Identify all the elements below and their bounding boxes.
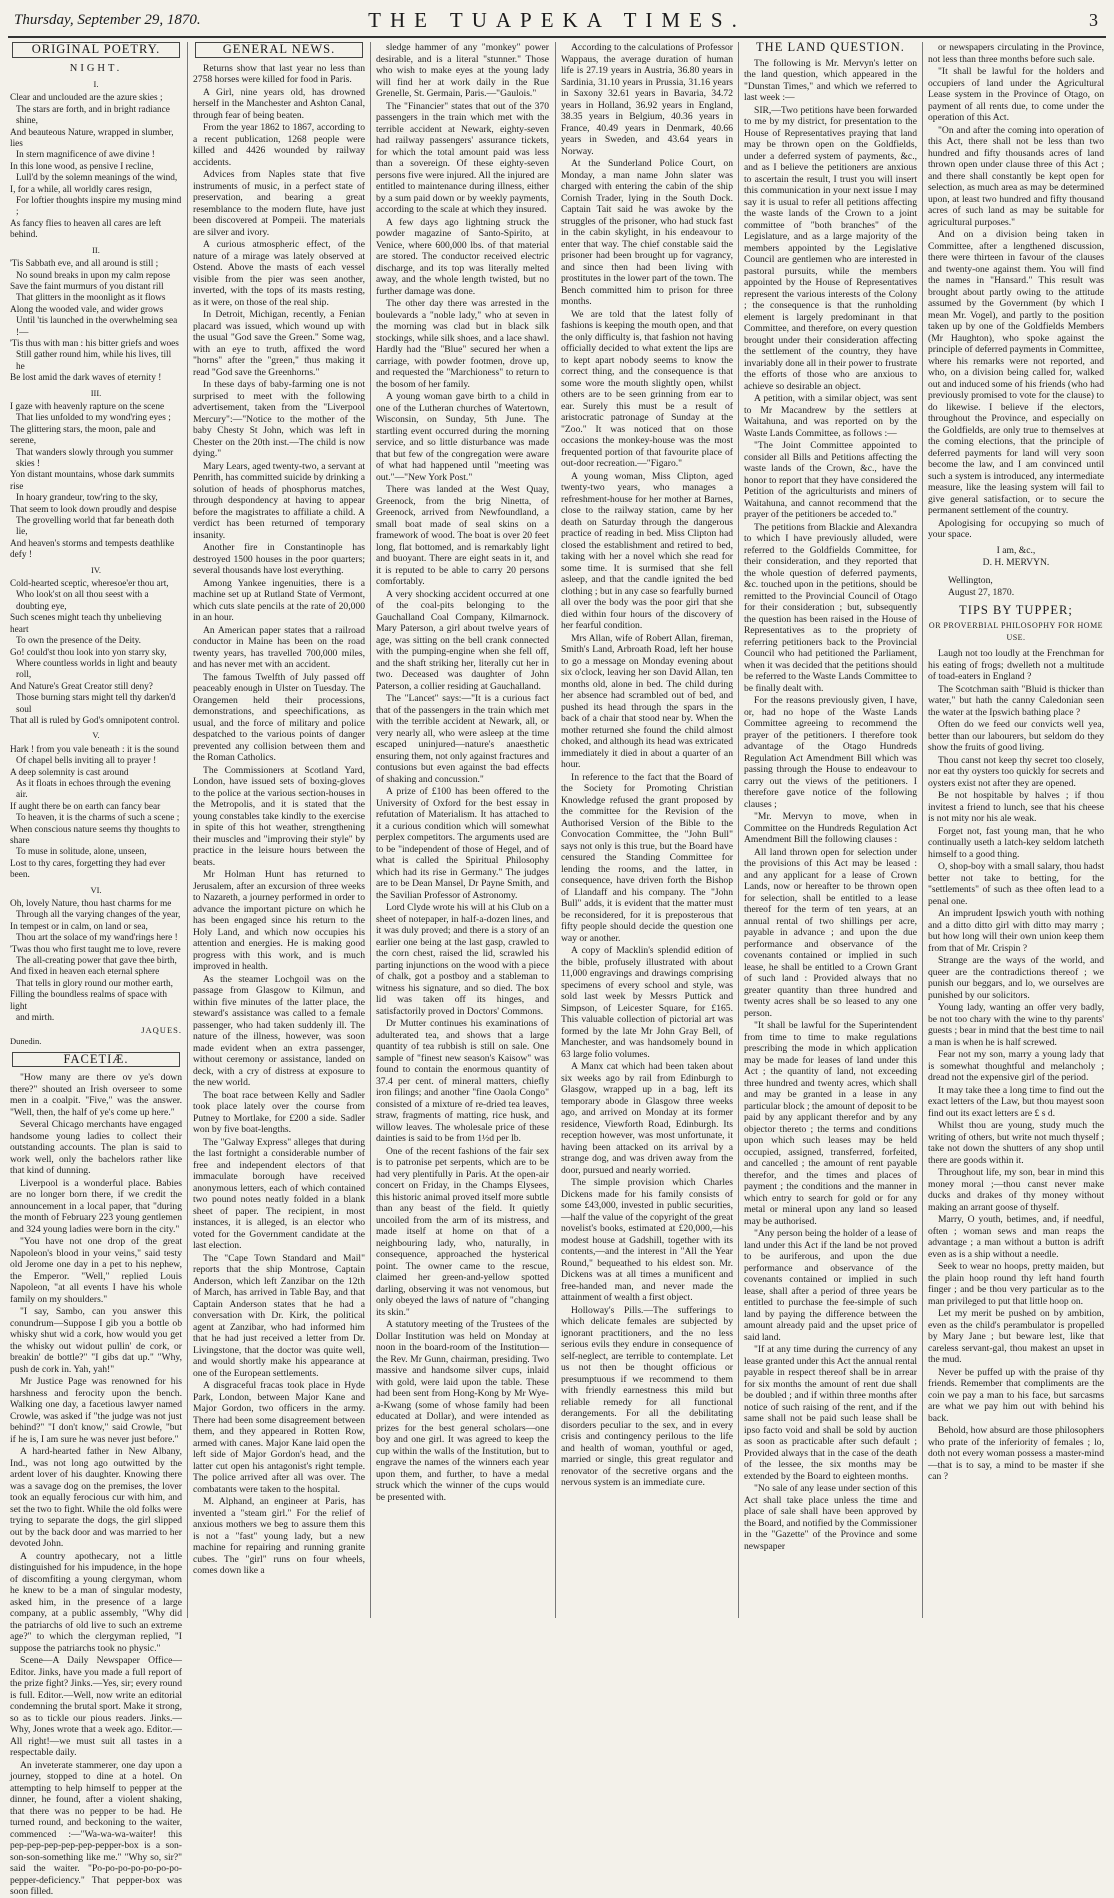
stanza [10,579,182,727]
masthead [8,0,1106,38]
tip-paragraph: Strange are the ways of the world, and queer are the contradictions thereof ; we punish our beggars, and lo, we ourselves are punished by our solicitors. [928,955,1104,1001]
news-paragraph: From the year 1862 to 1867, according to a recent publication, 1268 people were killed and 4426 wounded by railway accidents. [193,122,365,168]
facetiae-paragraph: Several Chicago merchants have engaged handsome young ladies to collect their outstanding accounts. The plan is said to work well, only the bachelors rather like that kind of dunning. [10,1119,182,1176]
verse-line: 'Tis Sabbath eve, and all around is still ; [10,259,159,270]
tip-paragraph: Thou canst not keep thy secret too closely, nor eat thy oysters too quickly for secrets and oysters exist not after they are opened. [928,754,1104,789]
verse-line: That lies unfolded to my wond'ring eyes ; [16,413,171,424]
signoff-name: D. H. MERVYN. [982,556,1050,568]
column-land-question [744,42,917,1620]
news-paragraph: sledge hammer of any "monkey" power desirable, and is a literal "stunner." Those who wish to make eyes at the young lady will find her at work daily in the Rue Grenelle, St. Germain, Paris.—"Gaulois." [376,42,549,99]
news-paragraph: There was landed at the West Quay, Greenock, from the brig Ninetta, of Greenock, arrived from Newfoundland, a small boat made of seal skins on a framework of wood. The boat is over 20 feet long, flat bottomed, and is remarkably light and buoyant. There are eight seats in it, and it is reputed to be able to carry 20 persons comfortably. [376,484,549,587]
news-paragraph: Lord Clyde wrote his will at his Club on a sheet of notepaper, in half-a-dozen lines, and it was duly proved; and there is a story of an earlier one being at the last gasp, crawled to the corn chest, raised the lid, scrawled his parting injunctions on the wood with a piece of chalk, got a postboy and a stableman to witness his signature, and so died. The box lid was taken off its hinges, and satisfactorily proved in Doctors' Commons. [376,902,549,1017]
news-paragraph: Mrs Allan, wife of Robert Allan, fireman, Smith's Land, Arbroath Road, left her house to go a message on Monday evening about six o'clock, leaving her son David Allan, ten months old, alone in bed. The child during her absence had scrambled out of bed, and pushed its head through the spars in the back of a chair that stood near by. When the mother returned she found the child almost choked, and although its head was extricated immediately it died in about a quarter of an hour. [561,632,733,770]
news-paragraph: A Girl, nine years old, has drowned herself in the Manchester and Ashton Canal, through fear of being beaten. [193,86,365,121]
stanza [10,899,182,1024]
verse-line: A deep solemnity is cast around [10,767,129,778]
general-news-heading: GENERAL NEWS. [195,42,363,58]
facetiae-paragraph: An inveterate stammerer, one day upon a journey, stopped to dine at a hotel. On attempting to help himself to pepper at the dinner, he found, after a violent shaking, that there was no pepper to be had. He turned round, and beckoning to the waiter, commenced :—"Wa-wa-wa-waiter! this pep-pep-pep-pep-pep-pepper-box is a son-son-son-something like me." "Why so, sir?" said the waiter. "Po-po-po-po-po-po-po-pepper-deficiency." That pepper-box was soon filled. [10,1759,182,1897]
verse-line: In stern magnificence of awe divine ! [16,150,155,161]
facetiae-paragraph: A hard-hearted father in New Albany, Ind., was not long ago outwitted by the ardent lover of his daughter. Knowing there was a savage dog on the premises, the lover took an equally ferocious cur with him, and set the two to fight. While the old folks were trying to separate the dogs, the girl slipped out by the back door and was married to her devoted John. [10,1446,182,1549]
tip-paragraph: Throughout life, my son, bear in mind this money moral ;—thou canst never make ducks and drakes of thy money without making an arrant goose of thyself. [928,1167,1104,1213]
tip-paragraph: Never be puffed up with the praise of thy friends. Remember that compliments are the coin we pay a man to his face, but sarcasms are what we pay him out with behind his back. [928,1366,1104,1424]
poem-place: Dunedin. [10,1036,42,1046]
news-paragraph: A young woman, Miss Clipton, aged twenty-two years, who manages a refreshment-house for her mother at Barnes, close to the railway station, came by her death on Saturday through the dangerous practice of reading in bed. Miss Clipton had closed the establishment and retired to bed, taking with her a novel which she read for some time. It is surmised that she fell asleep, and that the candle ignited the bed clothing ; but in any case so fearfully burned all over the body was the poor girl that she died within four hours of the discovery of her fearful condition. [561,470,733,631]
verse-line: Hark ! from you vale beneath : it is the sound [10,744,179,755]
facetiae-paragraph: "You have not one drop of the great Napoleon's blood in your veins," said testy old Jerome one day in a pet to his nephew, the Emperor. "Well," replied Louis Napoleon, "at all events I have his whole family on my shoulders." [10,1236,182,1305]
verse-line: For loftier thoughts inspire my musing mind ; [16,196,182,218]
stanza-numeral: II. [92,244,100,255]
tip-paragraph: Seek to wear no hoops, pretty maiden, but the plain hoop round thy left hand fourth finger ; and be thou very particular as to the man privileged to put that little hoop on. [928,1261,1104,1307]
news-paragraph: A disgraceful fracas took place in Hyde Park, London, between Major Kane and Major Gordon, two officers in the army. There had been some disagreement between them, and they appeared in Rotten Row, armed with canes. Major Kane laid open the left side of Major Gordon's head, and the latter cut open his antagonist's right temple. The police arrived after all was over. The combatants were taken to the hospital. [193,1380,365,1495]
news-paragraph: As the steamer Lochgoil was on the passage from Glasgow to Kilmun, and within five minutes of the latter place, the steward's assistance was called to a female passenger, who had taken suddenly ill. The nature of the illness, however, was soon made evident when an extra passenger, without ceremony or assistance, landed on deck, with a cry of distress at exposure to the new world. [193,973,365,1088]
verse-line: The stars are forth, and in bright radiance shine, [16,104,170,127]
news-paragraph: A young woman gave birth to a child in one of the Lutheran churches of Watertown, Wisconsin, on Sunday, 5th June. The startling event occurred during the morning service, and so little disturbance was made that but few of the congregation were aware of what had happened until "meeting was out."—"New York Post." [376,391,549,483]
letter-paragraph: SIR,—Two petitions have been forwarded to me by my district, for presentation to the House of Representatives praying that land may be thrown open on the Goldfields, under a deferred system of payments, &c., and as I believe the petitioners are anxious to ascertain the result, I trust you will insert this communication in your next issue I may say it is usual to refer all petitions affecting the waste lands of the Crown to a joint committee of "both branches" of the Legislature, and as a large majority of the members appointed by the Legislative Council are gentlemen who are interested in pastoral pursuits, while the members appointed by the House of Representatives represent the various interests of the Colony ; the consequence is that the runholding element is largely predominant in that Committee, and therefore, on every question brought under their consideration affecting the settlement of the country, they have invariably done all in their power to frustrate the efforts of those who are anxious to achieve so desirable an object. [744,104,917,392]
column-divider [370,42,371,1618]
letter-paragraph: Apologising for occupying so much of your space. [928,517,1104,540]
news-paragraph: Holloway's Pills.—The sufferings to which delicate females are subjected by ignorant practitioners, and the no less serious evils they endure in consequence of self-neglect, are terrible to contemplate. Let us not then be thought officious or presumptuous if we recommend to them with friendly earnestness this mild but reliable remedy for all functional derangements. For all the debilitating disorders peculiar to the sex, and in every crisis and contingency perilous to the life and health of woman, youthful or aged, married or single, this great regulator and renovator of the secretive organs and the nervous system is an immediate cure. [561,1304,733,1488]
poem-title: NIGHT. [69,62,123,74]
facetiae-paragraph: Liverpool is a wonderful place. Babies are no longer born there, if we credit the announcement in a local paper, that "during the month of February 223 young gentlemen and 324 young ladies were born in the city." [10,1177,182,1235]
news-paragraph: The "Galway Express" alleges that during the last fortnight a considerable number of free and independent electors of that immaculate borough have received anonymous letters, each of which contained two pound notes neatly folded in a blank sheet of paper. The recipient, in most instances, it is alleged, is an elector who voted for the Government candidate at the last election. [193,1136,365,1251]
verse-line: Filling the boundless realms of space with light [10,990,167,1012]
column-poetry-facetiae [10,42,182,1897]
tip-paragraph: Forget not, fast young man, that he who continually useth a latch-key seldom latcheth himself to a good thing. [928,825,1104,860]
verse-line: No sound breaks in upon my calm repose [16,270,171,281]
news-paragraph: The simple provision which Charles Dickens made for his family consists of some £43,000, invested in public securities,—half the value of the copyright of the great novelist's books, estimated at £20,000,—his modest house at Gadshill, together with its contents,—and the interest in "All the Year Round," bequeathed to his eldest son. Mr. Dickens was at all times a munificent and free-handed man, and never made the attainment of wealth a first object. [561,1177,733,1303]
stanza [10,259,182,384]
column-divider [555,42,556,1618]
verse-line: Where countless worlds in light and beauty roll, [16,658,178,681]
poetry-heading: ORIGINAL POETRY. [12,42,180,58]
facetiae-paragraph: A country apothecary, not a little distinguished for his impudence, in the hope of discomfiting a young clergyman, whom he knew to be a man of singular modesty, asked him, in the presence of a large company, at a public assembly, "Why did the patriarchs of old live to such an extreme age?" to which the clergyman replied, "I suppose the patriarchs took no physic." [10,1550,182,1654]
news-paragraph: One of the recent fashions of the fair sex is to patronise pet serpents, which are to be had very plentifully in Paris. At the open-air concert on Friday, in the Champs Elysees, this historic animal proved itself more subtle than any beast of the field. It quietly uncoiled from the arm of its mistress, and made itself at home on that of a neighbouring lady, who, naturally, in consequence, approached the hysterical point. The owner came to the rescue, claimed her green-and-yellow spotted darling, observing it was not venomous, but only obeyed the laws of nature of "changing its skin." [376,1145,549,1318]
news-paragraph: The famous Twelfth of July passed off peaceably enough in Ulster on Tuesday. The Orangemen held their processions, demonstrations, and speechifications, as usual, and the force of military and police despatched to the various points of danger prevented any collision between them and the Roman Catholics. [193,671,365,763]
page-number: 3 [1089,10,1098,30]
tips-items [928,648,1104,1483]
letter-date: August 27, 1870. [948,586,1015,598]
verse-line: Through all the varying changes of the year, [16,910,181,921]
verse-line: Of chapel bells inviting all to prayer ! [16,756,157,767]
news-paragraph: In Detroit, Michigan, recently, a Fenian placard was issued, which wound up with the usual "God save the Green." Some wag, with an eye to truth, affixed the word "horns" after the "green," thus making it read "God save the Greenhorns." [193,309,365,378]
facetiae-paragraph: Scene—A Daily Newspaper Office—Editor. Jinks, have you made a full report of the prize fight? Jinks.—Yes, sir; every round is full. Editor.—Well, now write an editorial condemning the brutal sport. Make it strong, so as to tickle our pious readers. Jinks.—Why, Jones wrote that a week ago. Editor.—All right!—we must suit all tastes in a respectable daily. [10,1655,182,1758]
news-paragraph: A copy of Macklin's splendid edition of the bible, profusely illustrated with about 11,000 engravings and drawings comprising specimens of every school and style, was sold last week by Messrs Puttick and Simpson, of Leicester Square, for £165. This valuable collection of pictorial art was formed by the late Mr John Gray Bell, of Manchester, and was handsomely bound in 63 large folio volumes. [561,945,733,1060]
verse-line: Along the wooded vale, and wider grows [10,304,164,315]
letter-place-date [928,575,1104,599]
verse-line: To muse in solitude, alone, unseen, [16,847,147,858]
verse-line: The all-creating power that gave thee birth, [16,956,177,967]
letter-paragraph: The following is Mr. Mervyn's letter on the land question, which appeared in the "Dunstan Times," and which we referred to last week :— [744,57,917,103]
verse-line: 'Twas thou who first taught me to love, revere [10,944,181,955]
verse-line: Be lost amid the dark waves of eternity ! [10,373,162,384]
news-paragraph: The "Lancet" says:—"It is a curious fact that of the passengers in the train which met with the terrible accident at Newark, all, or very nearly all, who were asleep at the time escaped uninjured—nature's anaesthetic ensuring them, not only against fractures and contusions but even against the bad effects of shaking and concussion." [376,693,549,785]
tip-paragraph: Be not hospitable by halves ; if thou invitest a friend to lunch, see that his cheese is not mity nor his ale weak. [928,790,1104,824]
news-paragraph: Returns show that last year no less than 2758 horses were killed for food in Paris. [193,62,365,85]
verse-line: That seem to look down proudly and despise [10,504,177,515]
verse-line: To heaven, it is the charms of such a scene ; [16,813,180,824]
column-divider [922,42,923,1618]
verse-line: When conscious nature seems thy thoughts to share [10,824,180,846]
tip-paragraph: The Scotchman saith "Bluid is thicker than water," but hath the canny Caledonian seen the water at the Ipswich bathing place ? [928,683,1104,718]
verse-line: That all is ruled by God's omnipotent control. [10,715,180,726]
news-paragraph: A statutory meeting of the Trustees of the Dollar Institution was held on Monday at noon in the board-room of the Institution—the Rev. Mr Gunn, chairman, presiding. Two massive and handsome silver cups, inlaid with gold, were laid upon the table. These had been sent from Hong-Kong by Mr Wye-a-Kwang (some of whose family had been educated at Dollar), and were intended as prizes for the best general scholars—one boy and one girl. It was agreed to keep the cup within the walls of the Institution, but to engrave the names of the winners each year upon them, and further, to have a medal struck which the winner of the cups would be presented with. [376,1319,549,1503]
stanza-numeral: III. [90,387,102,398]
verse-line: 'Tis thus with man : his bitter griefs and woes [10,338,179,349]
letter-paragraph: or newspapers circulating in the Province, not less than three months before such sale. [928,42,1104,65]
news-paragraph: According to the calculations of Professor Wappaus, the average duration of human life is 27.19 years in Austria, 36.80 years in Sardinia, 31.10 years in Prussia, 31.16 years in Saxony 32.61 years in Bavaria, 34.72 years in Holland, 36.92 years in England, 38.35 years in Belgium, 40.36 years in France, 40.49 years in Denmark, 40.66 years in Sweden, and 43.64 years in Norway. [561,42,733,157]
news-paragraph: In reference to the fact that the Board of the Society for Promoting Christian Knowledge refused the grant proposed by the committee for the Revision of the Authorised Version of the Bible to the Convocation Committee, the "John Bull" says not only is this true, but the Board have censured the Standing Committee for lending the rooms, and the latter, in consequence, have driven forth the Bishop of Llandaff and his company. The "John Bull" adds, it is evident that the matter must be reconsidered, for it is preposterous that fifty people should decide the question one way or another. [561,771,733,944]
verse-line: Save the faint murmurs of you distant rill [10,281,164,292]
letter-paragraph: "The Joint Committee appointed to consider all Bills and Petitions affecting the waste lands of the Crown, &c., have the honor to report that they have considered the Petition of the agriculturists and miners of Waitahuna, and cannot recommend that the prayer of the petitioners be acceded to." [744,440,917,520]
news-paragraph: Another fire in Constantinople has destroyed 1500 houses in the poor quarters; several thousands have lost everything. [193,542,365,576]
verse-line: Lost to thy cares, forgetting they had ever been. [10,858,166,881]
facetiae-paragraph: "How many are there ov ye's down there?" shouted an Irish overseer to some men in a coalpit. "Five," was the answer. "Well, then, the half of ye's come up here." [10,1072,182,1118]
letter-paragraph: "It shall be lawful for the holders and occupiers of land under the Agricultural Lease system in the Province of Otago, on payment of all rents due, to come under the operation of this Act. [928,66,1104,123]
tip-paragraph: Let my merit be pushed on by ambition, even as the child's perambulator is propelled by Mary Jane ; but beware lest, like that careless servant-gal, thou makest an upset in the mud. [928,1308,1104,1365]
letter-signoff [928,545,1104,569]
letter-paragraph: A petition, with a similar object, was sent to Mr Macandrew by the settlers at Waitahuna, and was reported on by the Waste Lands Committee, as follows :— [744,393,917,439]
stanza-numeral: VI. [90,884,102,895]
verse-line: And beauteous Nature, wrapped in slumber, lies [10,127,174,150]
tips-subheading: OR PROVERBIAL PHILOSOPHY FOR HOME USE. [928,621,1104,642]
poem-signature: JAQUES. [141,1024,182,1035]
verse-line: In hoary grandeur, tow'ring to the sky, [16,493,158,504]
news-paragraph: We are told that the latest folly of fashions is keeping the mouth open, and that the only difficulty is, that fashion not having officially decided to what extent the lips are to kept apart nobody seems to know the correct thing, and the consequence is that some wore the mouth slightly open, whilst others are to be seen grinning from ear to ear. Surely this must be a result of aristocratic patronage of Sunday at the "Zoo." It was noticed that on those occasions the monkey-house was the most frequented portion of that favourite place of out-door recreation.—"Figaro." [561,308,733,469]
stanza [10,745,182,882]
tip-paragraph: An imprudent Ipswich youth with nothing and a ditto ditto girl with ditto may marry ; but how long will their own union keep them from that of Mr. Crispin ? [928,908,1104,954]
news-paragraph: Advices from Naples state that five instruments of music, in a perfect state of preservation, and bearing a great resemblance to the modern flute, have just been discovered at Pompeii. The materials are silver and ivory. [193,169,365,238]
verse-line: And Nature's Great Creator still deny? [10,681,153,692]
land-question-heading: THE LAND QUESTION. [756,40,905,54]
news-paragraph: The Commissioners at Scotland Yard, London, have issued sets of boxing-gloves to the police at the various section-houses in the Metropolis, and it is stated that the young constables take kindly to the exercise in spite of this hot weather, strengthening their muscles and "improving their style" by practice in the leisure hours between the beats. [193,764,365,868]
news-paragraph: A curious atmospheric effect, of the nature of a mirage was lately observed at Ostend. Above the masts of each vessel visible from the pier was seen another, inverted, with the tops of its masts resting, as it were, on those of the real ship. [193,239,365,308]
news-paragraph: At the Sunderland Police Court, on Monday, a man name John slater was charged with entering the cabin of the ship Cornish Trader, lying in the South Dock. Captain Tait said he was awoke by the struggles of the prisoner, who had stuck fast in the cabin skylight, in his endeavour to enter that way. The chief constable said the prisoner had been brought up for vagrancy, and since then had been living with prostitutes in the lower part of the town. The Bench committed him to prison for three months. [561,158,733,307]
verse-line: Go! could'st thou look into yon starry sky, [10,647,167,658]
land-question-letter [744,58,917,1553]
verse-line: I, for a while, all worldly cares resign, [10,184,152,195]
news-paragraph: Among Yankee ingenuities, there is a machine set up at Rutland State of Vermont, which cuts slate pencils at the rate of 20,000 in an hour. [193,577,365,623]
verse-line: Still gather round him, while his lives, till he [16,350,172,372]
news-paragraph: A very shocking accident occurred at one of the coal-pits belonging to the Gauchalland Coal Company, Kilmarnock. Mary Paterson, a girl about twelve years of age, was sitting on the bell crank connected with the pumping-engine when she fell off, and the shaft striking her, literally cut her in two. Deceased was daughter of John Paterson, a collier residing at Gauchalland. [376,588,549,692]
tip-paragraph: O, shop-boy with a small salary, thou hadst better not take to betting, for the "settlements" of such as thee often lead to a penal one. [928,861,1104,907]
news-paragraph: Mary Lears, aged twenty-two, a servant at Penrith, has committed suicide by drinking a solution of heads of phosphorus matches, through despondency at having to appear before the magistrates to affiliate a child. A verdict has been returned of temporary insanity. [193,460,365,541]
letter-paragraph: "If at any time during the currency of any lease granted under this Act the annual rental payable in respect thereof shall be in arrear for six months the amount of rent due shall be doubled ; and if within three months after notice of such raising of the rent, and if the same shall not be paid such lease shall be ipso facto void and shall be sold by auction as soon as practicable after such default ; Provided always that in the case of the death of the lessee, the six months may be extended by the Board to eighteen months. [744,1344,917,1482]
letter-paragraph: "It shall be lawful for the Superintendent from time to time to make regulations prescribing the mode in which application may be made for leases of land under this Act ; the quantity of land, not exceeding three hundred and twenty acres, which shall and may be granted in a lease in any particular block ; the amount of deposit to be paid by any applicant therefor and by any objector thereto ; the terms and conditions upon which such leases may be held occupied, assigned, transferred, forfeited, and cancelled ; the amount of rent payable therefor, and the times and places of payment ; the conditions and the manner in which entry to search for gold or for any metal or mineral upon any land so leased may be authorised. [744,1020,917,1227]
verse-line: I gaze with heavenly rapture on the scene [10,401,165,412]
facetiae-items [10,1072,182,1898]
tip-paragraph: Behold, how absurd are those philosophers who prate of the inferiority of females ; lo, doth not every woman possess a master-mind—that is to say, a mind to be master if she can ? [928,1425,1104,1482]
letter-paragraph: The petitions from Blackie and Alexandra to which I have previously alluded, were referred to the Goldfields Committee, for their consideration, and they reported that the whole question of deferred payments, &c. touched upon in the petitions, should be remitted to the Provincial Council of Otago for their consideration ; but, subsequently the question has been raised in the House of Representatives as to the propriety of referring petitioners back to the Provincial Council who had petitioned the Parliament, when it was decided that the petitions should be referred to the Waste Lands Committee to be finally dealt with. [744,521,917,694]
tip-paragraph: It may take thee a long time to find out the exact letters of the Law, but thou mayest soon find out its exact letters are £ s d. [928,1084,1105,1119]
news-paragraph: An American paper states that a railroad conductor in Maine has been on the road twenty years, has travelled 700,000 miles, and has never met with an accident. [193,624,365,670]
column-general-news [193,42,365,1620]
news-paragraph: Mr Holman Hunt has returned to Jerusalem, after an excursion of three weeks to Nazareth, a journey performed in order to advance the important picture on which he has been engaged since his return to the Holy Land, and which now occupies his attention and energies. He is making good progress with this work, and is much improved in health. [193,869,365,972]
verse-line: Cold-hearted sceptic, wheresoe'er thou art, [10,579,169,590]
letter-paragraph: "On and after the coming into operation of this Act, there shall not be less than two hundred and fifty thousands acres of land thrown open under clause three of this Act ; and there shall constantly be kept open for selection, as much area as may be determined upon, at least two hundred and fifty thousand acres of such land as may be suitable for agricultural purposes." [928,124,1104,228]
verse-line: That tells in glory round our mother earth, [16,978,173,989]
stanza [10,93,182,241]
verse-line: As it floats in echoes through the evening air. [16,778,171,801]
news-paragraph: A prize of £100 has been offered to the University of Oxford for the best essay in refutation of Materialism. It has attached to it a curious condition which will somewhat perplex competitors. The arguments used are to be "independent of those of Hegel, and of what is called the Spiritual Philosophy which had its rise in Germany." The judges are to be Dean Mansel, Dr Payne Smith, and the Savilian Professor of Astronomy. [376,786,549,901]
stanza-numeral: V. [92,730,100,741]
news-paragraph: Dr Mutter continues his examinations of adulterated tea, and shows that a large quantity of tea rubbish is still on sale. One sample of "finest new season's Kaisow" was found to contain the enormous quantity of 37.4 per cent. of mineral matters, chiefly iron filings; and another "fine Oaola Congo" consisted of a mixture of re-dried tea leaves, straw, fragments of matting, rice husk, and willow leaves. The wholesale price of these dainties is said to be from 1½d per lb. [376,1018,549,1144]
verse-line: Lull'd by the solemn meanings of the wind, [16,173,178,184]
news-paragraph: The "Financier" states that out of the 370 passengers in the train which met with the terrible accident at Newark, eighty-seven had railway passengers' assurance tickets, for which the total amount paid was less than a sovereign. Of these eighty-seven persons five were injured. All the injured are entitled to maintenance during illness, either by a sum paid down or by weekly payments, according to the scale at which they insured. [376,100,549,215]
verse-line: In this lone wood, as pensive I recline, [10,161,154,172]
letter-place: Wellington, [948,574,993,586]
verse-line: And heaven's storms and tempests deathlike defy ! [10,538,175,561]
tip-paragraph: Whilst thou are young, study much the writing of others, but write not much thyself ; take not down the shutters of any shop until there are goods within it. [928,1120,1104,1166]
general-news-items [193,63,365,1577]
verse-line: To own the presence of the Deity. [16,636,141,647]
verse-line: and mirth. [16,1013,55,1024]
news-items [376,42,549,1503]
verse-line: Until 'tis launched in the overwhelming sea !— [16,316,178,338]
verse-line: As fancy flies to heaven all cares are left behind. [10,218,162,241]
verse-line: Oh, lovely Nature, thou hast charms for me [10,899,172,910]
tips-heading: TIPS BY TUPPER; [959,602,1073,617]
land-question-letter-end [928,42,1104,541]
verse-line: The glittering stars, the moon, pale and serene, [10,424,156,447]
facetiae-paragraph: "I say, Sambo, can you answer this conundrum—Suppose I gib you a bottle ob whisky shut wid a cork, how would you get the whisky out widout pullin' de cork, or breakin' de bottle?" "I gibs dat up." "Why, push de cork in. Yah, yah!" [10,1306,182,1375]
verse-line: Who look'st on all thou seest with a doubting eye, [16,590,149,612]
verse-line: That glitters in the moonlight as it flows [16,293,166,304]
stanza-numeral: I. [93,79,99,89]
tip-paragraph: Laugh not too loudly at the Frenchman for his eating of frogs; dwelleth not a multitude of toad-eaters in England ? [928,648,1104,682]
tip-paragraph: Often do we feed our convicts well yea, better than our labourers, but seldom do they show the fruits of good living. [928,719,1104,753]
tip-paragraph: Fear not my son, marry a young lady that is somewhat thoughtful and melancholy ; dread not the expensive girl of the period. [928,1049,1104,1083]
news-paragraph: A Manx cat which had been taken about six weeks ago by rail from Edinburgh to Glasgow, wrapped up in a bag, left its temporary abode in Glasgow three weeks ago, and arrived on Monday at its former residence, Viewforth Road, Edinburgh. Its reception however, was most unfortunate, it having been attacked on its arrival by a strange dog, and was driven away from the door, pursued and nearly worried. [561,1061,733,1176]
issue-date: Thursday, September 29, 1870. [14,12,201,28]
stanza [10,402,182,562]
verse-line: The grovelling world that far beneath doth lie, [16,516,174,538]
news-paragraph: The "Cape Town Standard and Mail" reports that the ship Montrose, Captain Anderson, which left Zanzibar on the 12th of March, has arrived in Table Bay, and that Captain Anderson states that he had a conversation with Dr. Kirk, the political agent at Zanzibar, who had informed him that he had just received a letter from Dr. Livingstone, that the doctor was quite well, and would shortly make his appearance at one of the European settlements. [193,1252,365,1379]
masthead-rule [8,36,1106,38]
news-items [561,42,733,1489]
letter-paragraph: "Any person being the holder of a lease of land under this Act if the land be not proved to be auriferous, and upon the due performance and observance of the covenants contained or implied in such lease, shall after a period of three years be entitled to purchase the fee-simple of such land by paying the difference between the amount already paid and the upset price of said land. [744,1228,917,1343]
facetiae-paragraph: Mr Justice Page was renowned for his harshness and ferocity upon the bench. Walking one day, a facetious lawyer named Crowle, was asked if "the judge was not just behind?" "I don't know," said Crowle, "but if he is, I am sure he was never just before." [10,1376,182,1445]
verse-line: In tempest or in calm, on land or sea, [10,921,148,932]
letter-paragraph: For the reasons previously given, I have, or, had no hope of the Waste Lands Committee agreeing to recommend the prayer of the petitioners. I therefore took advantage of the Otago Hundreds Regulation Act Amendment Bill which was passing through the House to endeavour to carry out the views of the petitioners. I therefore gave notice of the following clauses ; [744,695,917,810]
verse-line: If aught there be on earth can fancy bear [10,801,161,812]
verse-line: That wanders slowly through you summer skies ! [16,447,174,469]
verse-line: And fixed in heaven each eternal sphere [10,967,160,978]
poem [10,79,182,1025]
letter-paragraph: All land thrown open for selection under the provisions of this Act may be leased : and any applicant for a lease of Crown Lands, now or hereafter to be thrown open for selection, shall be entitled to a lease thereof for the term of ten years, at an annual rental of two shillings per acre, payable in advance ; and upon the due performance and observance of the covenants contained or implied in such lease, he shall be entitled to a Crown Grant of such land : Provided always that no greater quantity than three hundred and twenty acres shall be so leased to any one person. [744,846,917,1019]
verse-line: Those burning stars might tell thy darken'd soul [16,693,176,715]
news-paragraph: A few days ago lightning struck the powder magazine of Santo-Spirito, at Venice, where 600,000 lbs. of that material are stored. The conductor received electric discharge, and its top was literally melted away, and the whole length twisted, but no further damage was done. [376,216,549,297]
letter-paragraph: "Mr. Mervyn to move, when in Committee on the Hundreds Regulation Act Amendment Bill the following clauses : [744,811,917,845]
verse-line: Thou art the solace of my wand'rings here ! [16,933,178,944]
signoff-line: I am, &c., [996,544,1036,556]
verse-line: Yon distant mountains, whose dark summits rise [10,470,175,492]
column-divider [738,42,739,1618]
news-paragraph: M. Alphand, an engineer at Paris, has invented a "steam girl." For the relief of anxious mothers we beg to assure them this is not a "fast" young lady, but a new machine for repairing and running granite cubes. The "girl" runs on four wheels, comes down like a [193,1496,365,1576]
news-paragraph: The boat race between Kelly and Sadler took place lately over the course from Putney to Mortlake, for £200 a side. Sadler won by five boat-lengths. [193,1089,365,1135]
news-paragraph: The other day there was arrested in the boulevards a "noble lady," who at seven in the morning was clad but in black silk stockings, while silk shoes, and a lace shawl. Hardly had the "Blue" secured her when a carriage, with powder footmen, drove up, and requested the "Marchioness" to return to the bosom of her family. [376,298,549,390]
column-news-4 [561,42,733,1620]
verse-line: Clear and unclouded are the azure skies ; [10,93,163,104]
news-paragraph: In these days of baby-farming one is not surprised to meet with the following advertisement, taken from the "Liverpool Mercury":—"Notice to the mother of the baby Chesty St John, which was left in Chester on the 20th inst.—The child is now dying." [193,379,365,459]
tip-paragraph: Marry, O youth, betimes, and, if needful, often ; woman sews and man reaps the advantage ; a man without a button is adrift even as is a ship without a needle. [928,1214,1104,1260]
newspaper-title: THE TUAPEKA TIMES. [368,8,746,32]
verse-line: Such scenes might teach thy unbelieving heart [10,613,162,635]
letter-paragraph: "No sale of any lease under section of this Act shall take place unless the time and place of sale shall have been approved by the Board, and notified by the Commissioner in the "Gazette" of the Province and some newspaper [744,1483,917,1552]
facetiae-heading: FACETIÆ. [12,1052,180,1068]
column-tips-by-tupper [928,42,1104,1620]
column-divider [187,42,188,1618]
column-news-continued [376,42,549,1620]
stanza-numeral: IV. [91,564,101,575]
tip-paragraph: Young lady, wanting an offer very badly, be not too chary with the wine to thy parents' guests ; bear in mind that the best time to nail a man is when he is half screwed. [928,1002,1104,1048]
letter-paragraph: And on a division being taken in Committee, after a lengthened discussion, there were thirteen in favour of the clauses and twenty-one against them. You will find the names in "Hansard." This result was brought about partly owing to the attitude assumed by the Government (by which I mean Mr. Vogel), and partly to the position taken up by one of the Goldfields Members (Mr Haughton), who spoke against the principle of deferred payments in Committee, where his remarks were not reported, and who, on a division being called for, walked out and induced some of his friends (who had previously promised to vote for the clause) to do likewise. I believe if the electors, throughout the Province, and especially on the Goldfields, are only true to themselves at the coming elections, that the principle of deferred payments for land will very soon become the law, and I am convinced until such a system is introduced, any intermediate measure, like the leasing system will fail to give general satisfaction, or to secure the permanent settlement of the country. [928,229,1104,516]
